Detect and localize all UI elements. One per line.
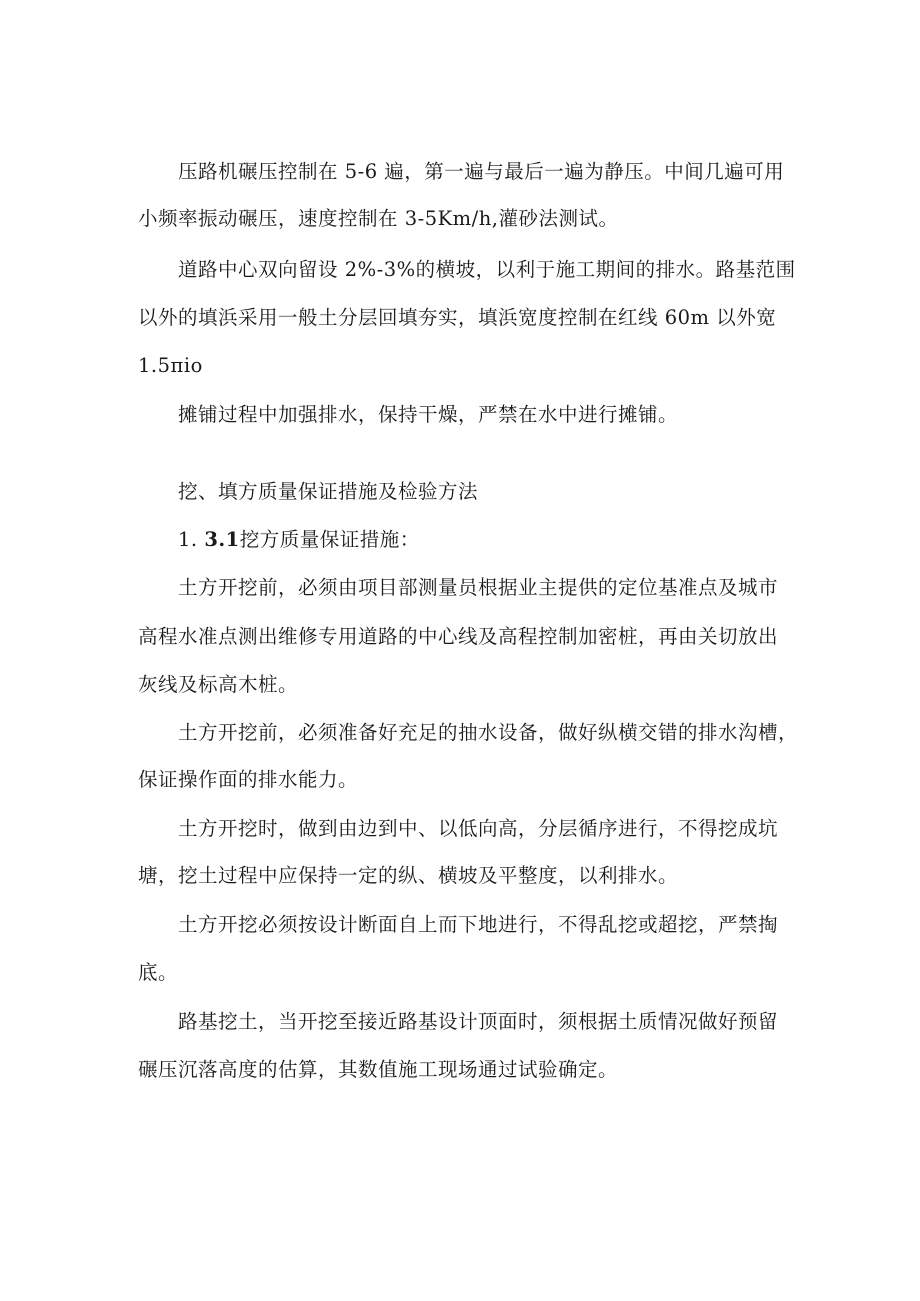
section-heading: 挖、填方质量保证措施及检验方法 [178, 480, 479, 503]
subsection-number: 3.1 [204, 528, 240, 551]
paragraph-paving-line-1: 摊铺过程中加强排水，保持干燥，严禁在水中进行摊铺。 [178, 403, 679, 426]
paragraph-survey-line-1: 土方开挖前，必须由项目部测量员根据业主提供的定位基准点及城市 [178, 576, 779, 599]
paragraph-section-line-1: 土方开挖必须按设计断面自上而下地进行，不得乱挖或超挖，严禁掏 [178, 913, 779, 936]
paragraph-pumping-line-2: 保证操作面的排水能力。 [138, 768, 359, 791]
paragraph-subgrade-line-1: 路基挖土，当开挖至接近路基设计顶面时，须根据土质情况做好预留 [178, 1010, 779, 1033]
paragraph-compaction-line-2: 小频率振动碾压，速度控制在 3-5Km/h,灌砂法测试。 [138, 207, 619, 230]
subsection-heading [178, 528, 420, 552]
paragraph-compaction-line-1: 压路机碾压控制在 5-6 遍，第一遍与最后一遍为静压。中间几遍可用 [178, 160, 785, 183]
paragraph-survey-line-2: 高程水准点测出维修专用道路的中心线及高程控制加密桩，再由关切放出 [138, 625, 779, 648]
paragraph-slope-line-3: 1.5πio [138, 354, 203, 377]
paragraph-subgrade-line-2: 碾压沉落高度的估算，其数值施工现场通过试验确定。 [138, 1058, 619, 1081]
paragraph-sequence-line-2: 塘，挖土过程中应保持一定的纵、横坡及平整度，以利排水。 [138, 864, 679, 887]
paragraph-section-line-2: 底。 [138, 961, 179, 984]
paragraph-slope-line-1: 道路中心双向留设 2%-3%的横坡，以利于施工期间的排水。路基范围 [178, 258, 796, 281]
subsection-title: 挖方质量保证措施： [239, 528, 420, 551]
paragraph-slope-line-2: 以外的填浜采用一般土分层回填夯实，填浜宽度控制在红线 60m 以外宽 [138, 306, 777, 329]
paragraph-pumping-line-1: 土方开挖前，必须准备好充足的抽水设备，做好纵横交错的排水沟槽， [178, 721, 799, 744]
paragraph-sequence-line-1: 土方开挖时，做到由边到中、以低向高，分层循序进行，不得挖成坑 [178, 817, 779, 840]
subsection-prefix: 1. [178, 528, 205, 551]
paragraph-survey-line-3: 灰线及标高木桩。 [138, 673, 299, 696]
